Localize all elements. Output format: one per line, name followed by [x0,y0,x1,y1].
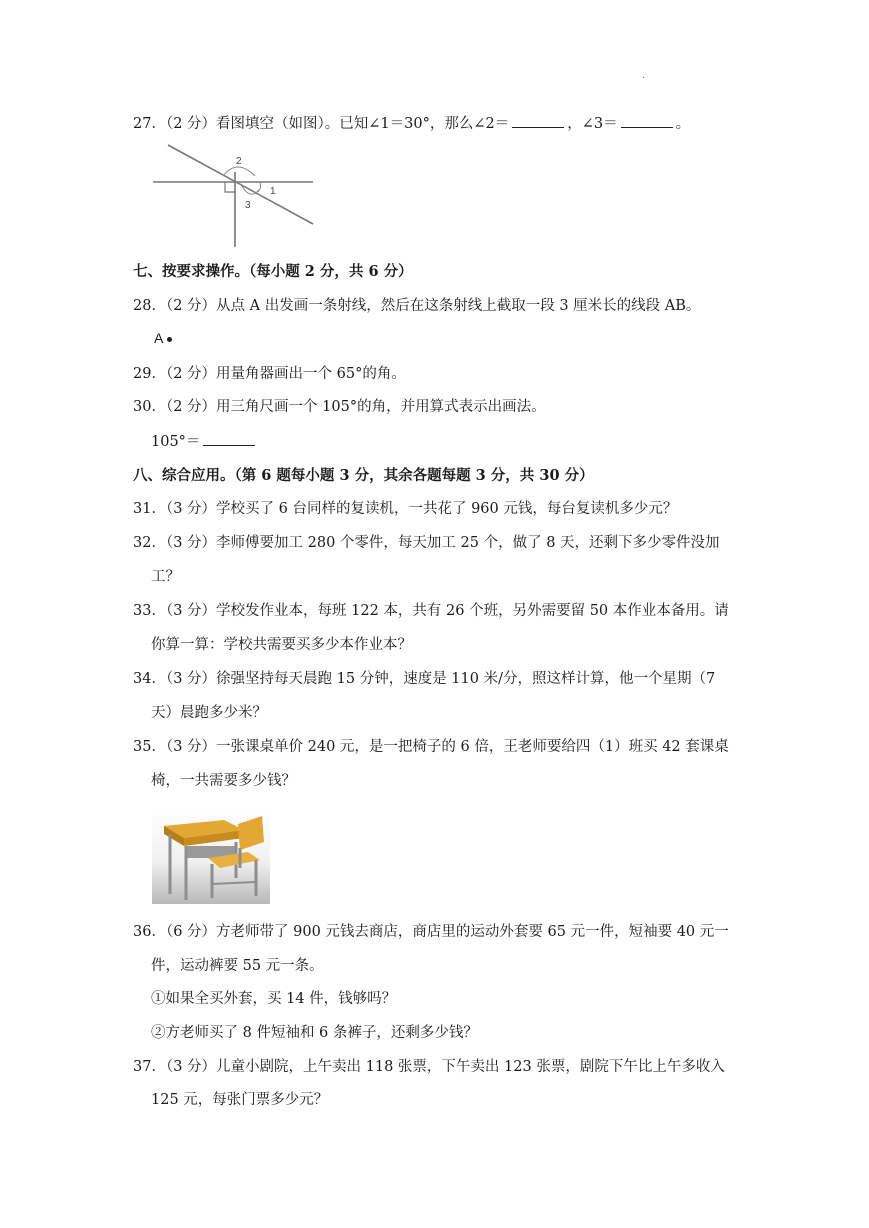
answer-blank-angle2[interactable] [512,113,564,128]
question-32-line1: 32．（3 分）李师傅要加工 280 个零件，每天加工 25 个，做了 8 天，还剩下多少零件没加 [133,535,720,551]
angle-label-2: 2 [236,156,242,167]
question-37-line2: 125 元，每张门票多少元？ [151,1092,329,1108]
question-35-line1: 35．（3 分）一张课桌单价 240 元，是一把椅子的 6 倍，王老师要给四（1）班买 42 套课桌 [133,739,729,755]
question-34-line1: 34．（3 分）徐强坚持每天晨跑 15 分钟，速度是 110 米/分，照这样计算，他一个星期（7 [133,671,716,687]
question-28: 28．（2 分）从点 A 出发画一条射线，然后在这条射线上截取一段 3 厘米长的线段 AB。 [133,298,701,314]
question-27-end: 。 [675,116,691,132]
question-27 [133,113,690,134]
section-8-title: 八、综合应用。（第 6 题每小题 3 分，其余各题每题 3 分，共 30 分） [133,467,594,484]
question-30-answer [151,431,258,452]
point-a [154,330,172,346]
question-34-line2: 天）晨跑多少米？ [151,705,267,721]
question-36-sub2: ②方老师买了 8 件短袖和 6 条裤子，还剩多少钱？ [151,1025,478,1041]
question-37-line1: 37．（3 分）儿童小剧院，上午卖出 118 张票，下午卖出 123 张票，剧院下午比上午多收入 [133,1059,725,1075]
desk-chair-image [152,808,270,904]
angle-label-1: 1 [270,186,276,197]
angle-2-arc [223,167,255,176]
question-36-sub1: ①如果全买外套，买 14 件，钱够吗？ [151,991,397,1007]
answer-blank-105[interactable] [203,431,255,446]
question-32-line2: 工？ [151,569,180,585]
question-33-line2: 你算一算：学校共需要买多少本作业本？ [151,637,412,653]
question-36-line2: 件，运动裤要 55 元一条。 [151,958,324,974]
question-29: 29．（2 分）用量角器画出一个 65°的角。 [133,366,406,382]
question-27-mid: ，∠3＝ [567,116,618,132]
angle-figure [150,142,315,250]
section-7-title: 七、按要求操作。（每小题 2 分，共 6 分） [133,263,413,280]
question-30: 30．（2 分）用三角尺画一个 105°的角，并用算式表示出画法。 [133,399,546,415]
question-35-line2: 椅，一共需要多少钱？ [151,773,296,789]
angle-label-3: 3 [245,200,251,211]
right-angle-mark [225,182,235,192]
question-36-line1: 36．（6 分）方老师带了 900 元钱去商店，商店里的运动外套要 65 元一件，短袖要 40 元一 [133,924,729,940]
point-a-dot [167,337,172,342]
point-a-label: A [154,330,164,346]
question-27-text: 27．（2 分）看图填空（如图）。已知∠1＝30°，那么∠2＝ [133,116,510,132]
question-33-line1: 33．（3 分）学校发作业本，每班 122 本，共有 26 个班，另外需要留 50 本作业本备用。请 [133,603,729,619]
page-dot-mark: . [642,70,646,81]
answer-blank-angle3[interactable] [621,113,673,128]
question-31: 31．（3 分）学校买了 6 台同样的复读机，一共花了 960 元钱，每台复读机多少元？ [133,501,678,517]
question-30-answer-prefix: 105°＝ [151,434,201,450]
